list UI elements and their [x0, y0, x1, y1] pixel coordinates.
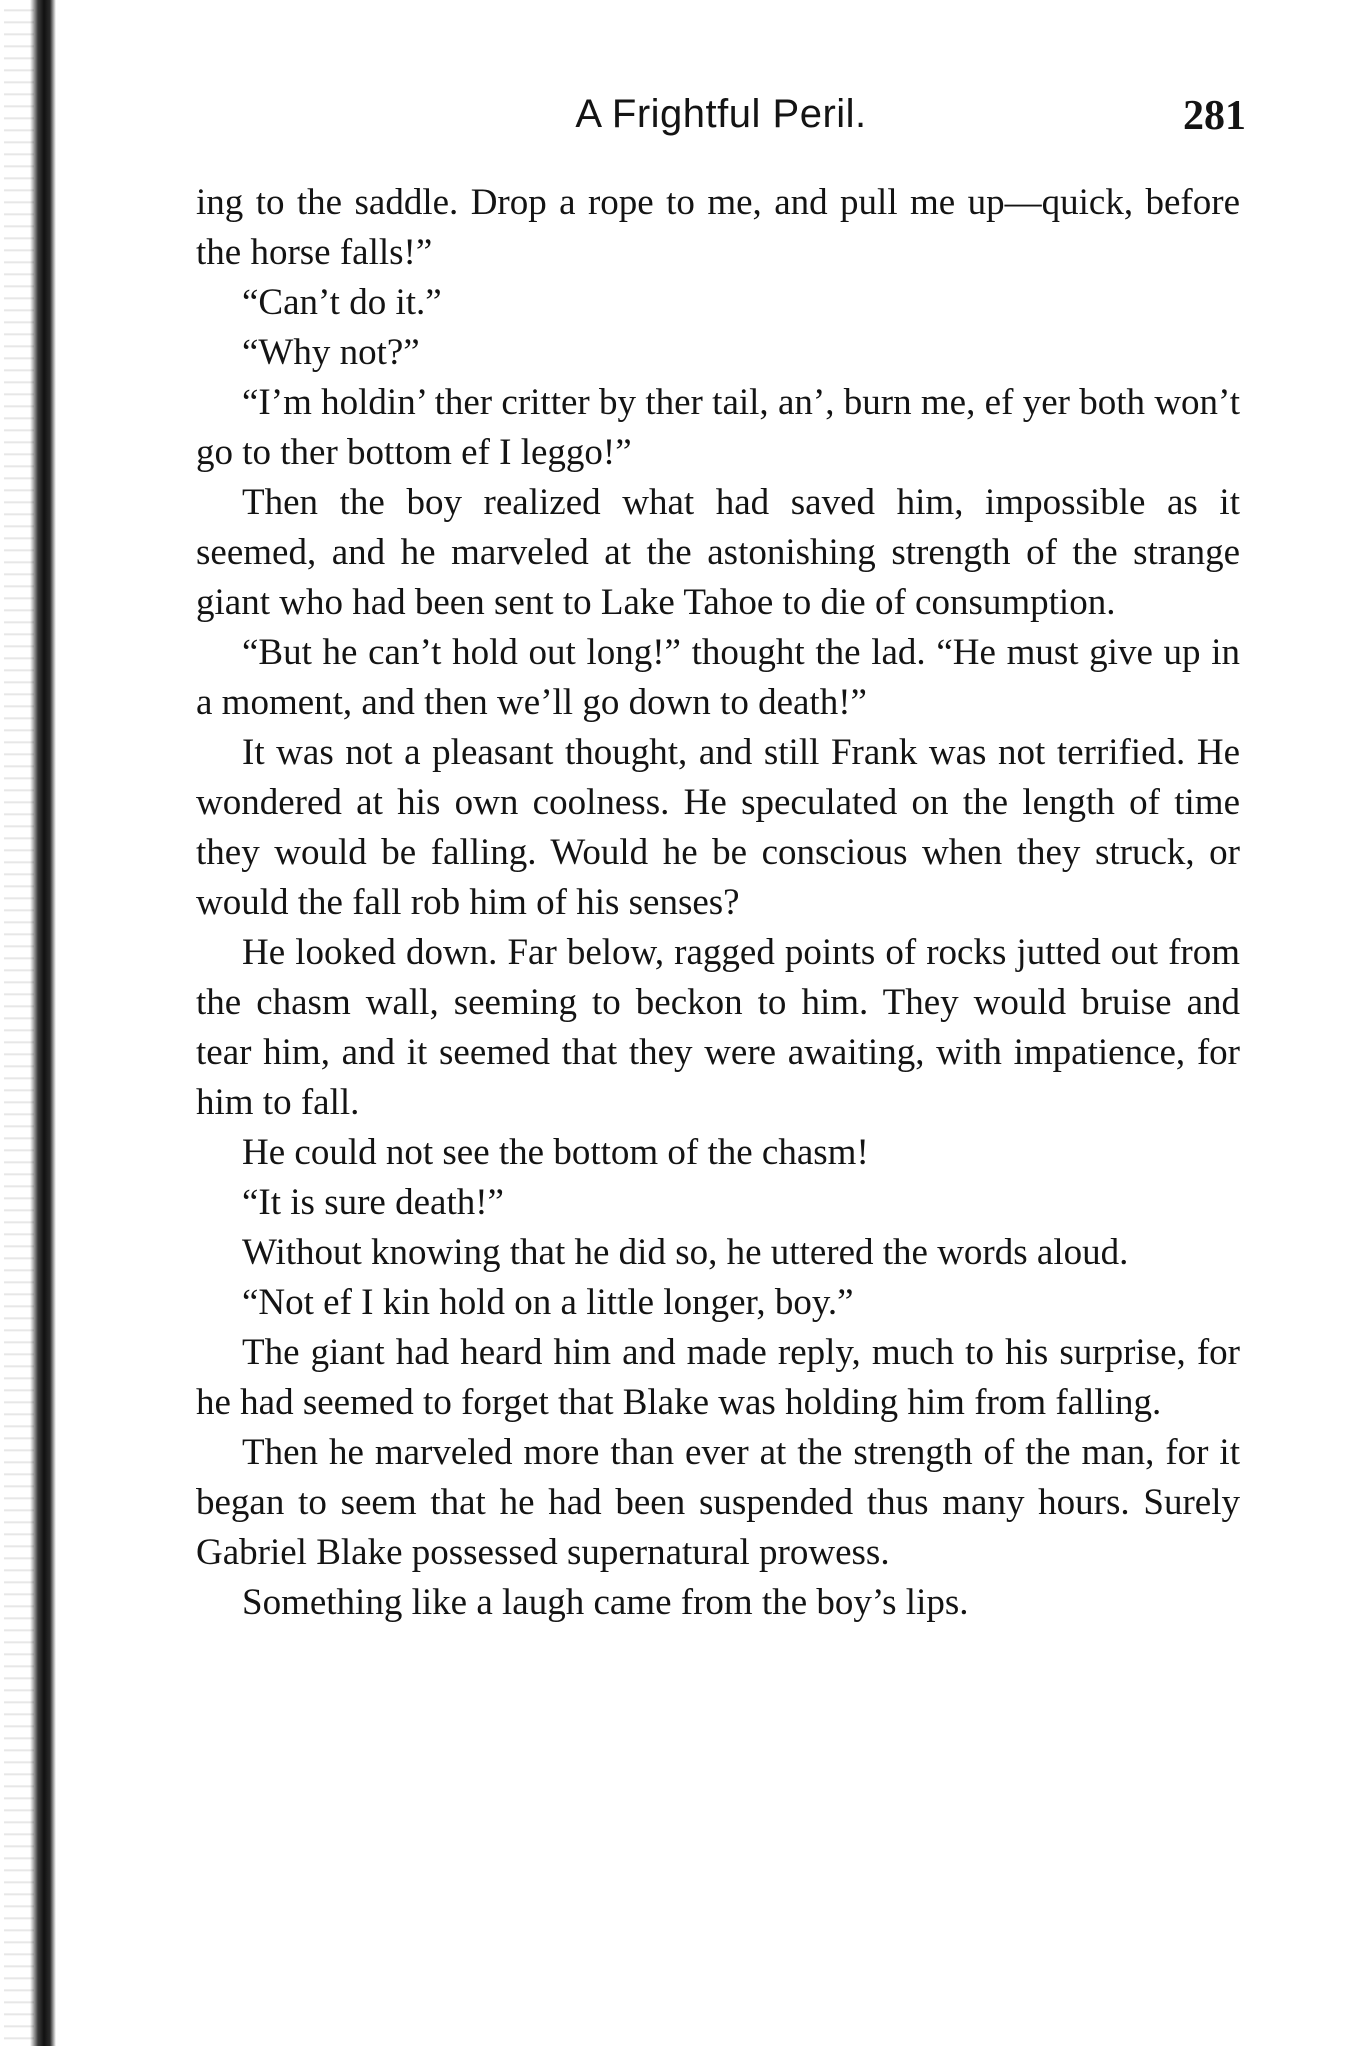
- paragraph: “Can’t do it.”: [242, 282, 442, 323]
- paragraph: He looked down. Far below, ragged points of rocks jutted out from the chasm wall, seeming to beckon to him. They would bruise and tear him, and it seemed that they were awaiting, with impatience, for him to fall.: [196, 932, 1240, 1123]
- paragraph: “It is sure death!”: [242, 1182, 504, 1223]
- paragraph: ing to the saddle. Drop a rope to me, and pull me up—quick, before the horse falls!”: [196, 182, 1240, 273]
- paragraph: It was not a pleasant thought, and still Frank was not terrified. He wondered at his own coolness. He speculated on the length of time they would be falling. Would he be conscious when they struck, or would the fall rob him of his senses?: [196, 732, 1240, 923]
- paragraph: “I’m holdin’ ther critter by ther tail, an’, burn me, ef yer both won’t go to ther bottom ef I leggo!”: [196, 382, 1240, 473]
- paragraph: The giant had heard him and made reply, much to his surprise, for he had seemed to forget that Blake was holding him from falling.: [196, 1332, 1240, 1423]
- body-text: [196, 178, 1240, 1628]
- page-number: 281: [1183, 93, 1246, 139]
- paragraph: Something like a laugh came from the boy’s lips.: [242, 1582, 969, 1623]
- paragraph: “Not ef I kin hold on a little longer, boy.”: [242, 1282, 854, 1323]
- book-spine-texture: [4, 0, 34, 2046]
- paragraph: Without knowing that he did so, he uttered the words aloud.: [242, 1232, 1129, 1273]
- paragraph: “Why not?”: [242, 332, 420, 373]
- paragraph: “But he can’t hold out long!” thought the lad. “He must give up in a moment, and then we’ll go down to death!”: [196, 632, 1240, 723]
- paragraph: Then he marveled more than ever at the strength of the man, for it began to seem that he had been suspended thus many hours. Surely Gabriel Blake possessed supernatural prowess.: [196, 1432, 1240, 1573]
- paragraph: He could not see the bottom of the chasm!: [242, 1132, 869, 1173]
- page-header: [0, 92, 1366, 152]
- paragraph: Then the boy realized what had saved him, impossible as it seemed, and he marveled at the astonishing strength of the strange giant who had been sent to Lake Tahoe to die of consumption.: [196, 482, 1240, 623]
- running-title: A Frightful Peril.: [575, 92, 867, 136]
